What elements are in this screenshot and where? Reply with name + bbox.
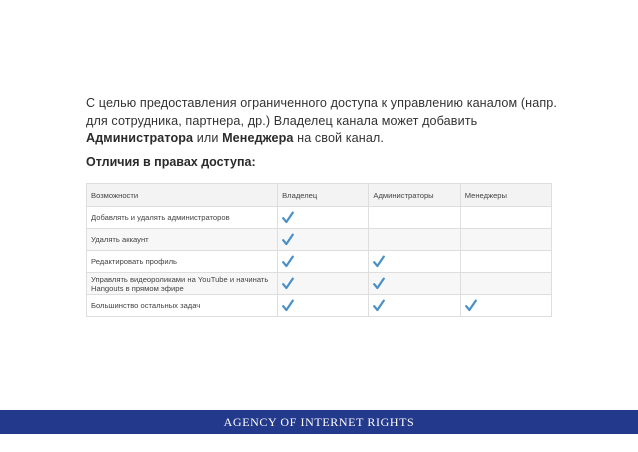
admin-cell (369, 251, 460, 273)
manager-cell (460, 251, 551, 273)
manager-cell (460, 295, 551, 317)
role-admin: Администратора (86, 131, 194, 145)
admin-cell (369, 273, 460, 295)
checkmark-icon (282, 233, 294, 246)
header-admins: Администраторы (369, 184, 460, 207)
owner-cell (278, 229, 369, 251)
checkmark-icon (282, 277, 294, 290)
checkmark-icon (373, 299, 385, 312)
footer-brand: AGENCY OF INTERNET RIGHTS (223, 414, 415, 429)
header-managers: Менеджеры (460, 184, 551, 207)
intro-text-before: С целью предоставления ограниченного доступа к управлению каналом (напр. для сотрудника, партнера, др.) Владелец канала может добавить (86, 96, 557, 128)
manager-cell (460, 273, 551, 295)
feature-cell: Редактировать профиль (87, 251, 278, 273)
admin-cell (369, 229, 460, 251)
footer-bar (0, 410, 638, 434)
header-features: Возможности (87, 184, 278, 207)
feature-cell: Управлять видеороликами на YouTube и начинать Hangouts в прямом эфире (87, 273, 278, 295)
owner-cell (278, 295, 369, 317)
checkmark-icon (373, 255, 385, 268)
feature-cell: Большинство остальных задач (87, 295, 278, 317)
manager-cell (460, 229, 551, 251)
admin-cell (369, 207, 460, 229)
owner-cell (278, 207, 369, 229)
header-owner: Владелец (278, 184, 369, 207)
role-manager: Менеджера (222, 131, 294, 145)
checkmark-icon (465, 299, 477, 312)
intro-paragraph (86, 95, 566, 148)
table-row (87, 251, 552, 273)
admin-cell (369, 295, 460, 317)
checkmark-icon (282, 299, 294, 312)
checkmark-icon (282, 211, 294, 224)
table-row (87, 273, 552, 295)
checkmark-icon (373, 277, 385, 290)
intro-text-or: или (193, 131, 223, 145)
table-body (87, 207, 552, 317)
table-row (87, 295, 552, 317)
rights-table (86, 183, 552, 317)
owner-cell (278, 251, 369, 273)
checkmark-icon (282, 255, 294, 268)
feature-cell: Удалять аккаунт (87, 229, 278, 251)
table-row (87, 207, 552, 229)
table-header-row (87, 184, 552, 207)
owner-cell (278, 273, 369, 295)
manager-cell (460, 207, 551, 229)
feature-cell: Добавлять и удалять администраторов (87, 207, 278, 229)
section-subtitle: Отличия в правах доступа: (86, 155, 256, 169)
table-row (87, 229, 552, 251)
intro-text-after: на свой канал. (293, 131, 384, 145)
